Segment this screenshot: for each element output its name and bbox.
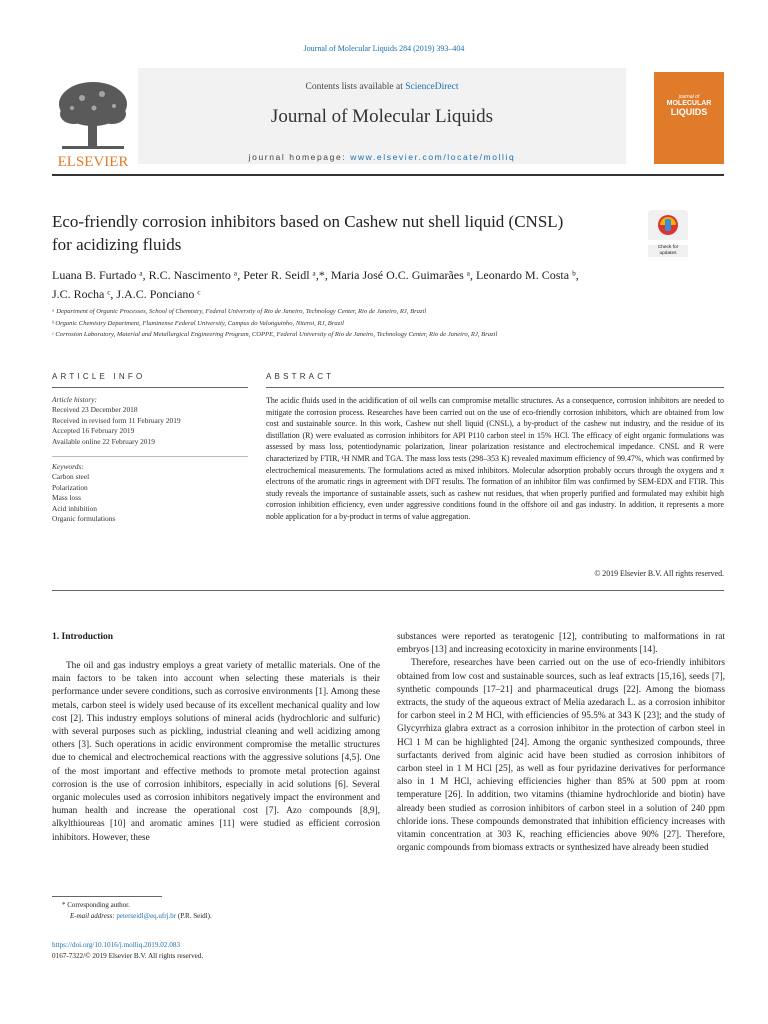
contents-prefix: Contents lists available at [305, 82, 406, 92]
keyword: Carbon steel [52, 472, 90, 482]
badge-text-1: Check for [657, 245, 679, 250]
keywords-rule [52, 456, 248, 457]
keywords-label: Keywords: [52, 462, 84, 471]
journal-citation[interactable]: Journal of Molecular Liquids 284 (2019) 393–404 [303, 44, 465, 53]
history-received: Received 23 December 2018 [52, 405, 138, 415]
intro-paragraph-1: The oil and gas industry employs a great variety of metallic materials. One of the main factors to be taken into account when selecting these materials is their performance under severe conditions, such as corrosive environments [1]. Among these metals, carbon steel is widely used because of its excellent mechanical quality and low cost [2]. This industry employs solutions of mineral acids (hydrochloric and sulfuric) with several purposes such as pickling, industrial cleaning and well acidizing among others [3]. Such operations in acidic environment compromise the metallic structures due to chemical and electrochemical reactions with the aggressive solutions [4,5]. One of the most important and effective methods to promote metal protection against corrosion is the use of corrosion inhibitors, especially in acid solutions [6]. Several organic molecules used as corrosion inhibitors negatively impact the environment and human health and increase the operational cost [7]. Azo compounds [8,9], alkylthioureas [10] and aromatic amines [11] were studied as efficient corrosion inhibitors. However, these [52, 661, 380, 843]
abstract-text: The acidic fluids used in the acidification of oil wells can compromise metallic structures. As a consequence, corrosion inhibitors are needed to mitigate the corrosion process. Researches have been carried out on the use of eco-friendly corrosion inhibitors, which are obtained from low cost and sustainable source. In this work, Cashew nut shell liquid (CNSL), a by-product of the cashew nut industry, and the residue of its distillation (R) were evaluated as corrosion inhibitors for API P110 carbon steel in 15% HCl. The efficacy of eight organic formulations was assessed by mass loss, potentiodynamic polarization, linear polarization resistance and electrochemical impedance. CNSL and R were characterized by FTIR, ¹H NMR and TGA. The mass loss tests (298–353 K) revealed maximum efficiency of 99.47%, which was confirmed by electrochemical measurements. The formulations acted as mixed inhibitors. Molecular adsorption probably occurs through the oxygens and π electrons of the aromatic rings in agreement with DFT results. The formation of an inhibitor film was confirmed by SEM-EDX and FTIR. This study reveals the importance of sustainable assets, such as cashew nut residues, that when properly purified and formulated may exhibit high corrosion inhibition efficiency, even under aggressive conditions found in the offshore oil and gas industry. In addition, it represents a more noble application for a by-product in terms of value aggregation. [266, 396, 724, 521]
history-online: Available online 22 February 2019 [52, 436, 155, 446]
paper-title [52, 210, 632, 256]
author-list [52, 266, 712, 304]
header-rule [52, 174, 724, 176]
footnote-rule [52, 896, 162, 897]
check-updates-icon [648, 210, 688, 240]
contents-line [138, 82, 626, 92]
footer [52, 940, 382, 962]
affiliation-a: ᵃ Department of Organic Processes, School of Chemistry, Federal University of Rio de Janeiro, Technology Center, Rio de Janeiro, RJ, Brazil [52, 308, 427, 315]
footnote [52, 900, 382, 922]
homepage-prefix: journal homepage: [248, 152, 351, 162]
issn-line: 0167-7322/© 2019 Elsevier B.V. All rights reserved. [52, 952, 204, 960]
article-info-heading: ARTICLE INFO [52, 372, 146, 381]
cover-text-2: MOLECULAR [666, 100, 712, 107]
cover-text-3: LIQUIDS [670, 107, 708, 117]
introduction-heading: 1. Introduction [52, 632, 114, 642]
sciencedirect-link[interactable]: ScienceDirect [405, 82, 459, 92]
keywords-block [52, 462, 248, 524]
keyword: Mass loss [52, 493, 81, 503]
doi-link[interactable]: https://doi.org/10.1016/j.molliq.2019.02.083 [52, 941, 181, 949]
authors-line2[interactable]: J.C. Rocha ᶜ, J.A.C. Ponciano ᶜ [52, 287, 201, 301]
intro-paragraph-2: substances were reported as teratogenic [12], contributing to malformations in rat embryos [13] and increasing ecotoxicity in marine environments [14]. [397, 632, 725, 656]
badge-text-2: updates [659, 251, 677, 256]
elsevier-wordmark: ELSEVIER [57, 154, 129, 170]
intro-column-1 [52, 660, 380, 845]
corresponding-author: * Corresponding author. [62, 901, 130, 909]
history-revised: Received in revised form 11 February 2019 [52, 415, 181, 425]
history-accepted: Accepted 16 February 2019 [52, 426, 135, 436]
journal-homepage [138, 152, 626, 162]
journal-title: Journal of Molecular Liquids [270, 106, 494, 127]
paper-title-line2: for acidizing fluids [52, 235, 182, 254]
abstract-rule [266, 387, 724, 388]
journal-cover-image [654, 72, 724, 164]
abstract-copyright: © 2019 Elsevier B.V. All rights reserved. [594, 569, 724, 578]
article-info-rule [52, 387, 248, 388]
cover-text-1: journal of [678, 94, 700, 100]
elsevier-tree-logo [52, 78, 134, 170]
intro-paragraph-3: Therefore, researches have been carried out on the use of eco-friendly inhibitors obtained from low cost and sustainable sources, such as leaf extracts [15,16], seeds [7], synthetic compounds [17–21] and pharmaceutical drugs [22]. Among the biomass extracts, the study of the aqueous extract of Melia azedarach L. as a corrosion inhibitor for carbon steel in 2 M HCl, with efficiencies of 95.5% at 343 K [23]; and the study of Glycyrrhiza glabra extract as a corrosion inhibitor in the protection of carbon steel in HCl 1 M can be highlighted [24]. Among the organic synthesized compounds, three surfactants derived from alginic acid have been studied as corrosion inhibitors of carbon steel in 1 M HCl [25], as well as four pyridazine derivatives for performance also in 1 M HCl, achieving efficiencies higher than 85% at 500 ppm at room temperature [26]. In addition, two vitamins (thiamine hydrochloride and biotin) have already been studied as corrosion inhibitors of carbon steel in a solution of 240 ppm chloride ions. These compounds demonstrated that inhibition efficiency increases with vitamin concentration at 303 K, reaching efficiencies above 90% [27]. Therefore, organic compounds from biomass extracts or synthesized have already been studied [397, 658, 725, 854]
check-for-updates-badge[interactable] [648, 210, 688, 254]
intro-column-2 [397, 631, 725, 855]
homepage-link[interactable]: www.elsevier.com/locate/molliq [350, 152, 516, 162]
authors-line1[interactable]: Luana B. Furtado ᵃ, R.C. Nascimento ᵃ, Peter R. Seidl ᵃ,*, Maria José O.C. Guimarães ᵃ, Leonardo M. Costa ᵇ, [52, 268, 579, 282]
keyword: Acid inhibition [52, 503, 97, 513]
affiliation-b: ᵇ Organic Chemistry Department, Fluminense Federal University, Campus do Valonguinho, Niteroi, RJ, Brazil [52, 319, 344, 327]
affiliations [52, 306, 732, 341]
abstract-heading: ABSTRACT [266, 372, 335, 381]
affiliation-c: ᶜ Corrosion Laboratory, Material and Metallurgical Engineering Program, COPPE, Federal University of Rio de Janeiro, Technology Center, Rio de Janeiro, RJ, Brazil [52, 331, 498, 338]
history-label: Article history: [52, 395, 97, 404]
keyword: Organic formulations [52, 514, 116, 524]
paper-title-line1: Eco-friendly corrosion inhibitors based on Cashew nut shell liquid (CNSL) [52, 212, 564, 231]
email-link[interactable]: peterseidl@eq.ufrj.br [116, 912, 177, 920]
keyword: Polarization [52, 482, 88, 492]
article-history [52, 395, 248, 447]
abstract-bottom-rule [52, 590, 724, 591]
email-label: E-mail address: [70, 912, 117, 920]
email-suffix: (P.R. Seidl). [176, 912, 212, 920]
